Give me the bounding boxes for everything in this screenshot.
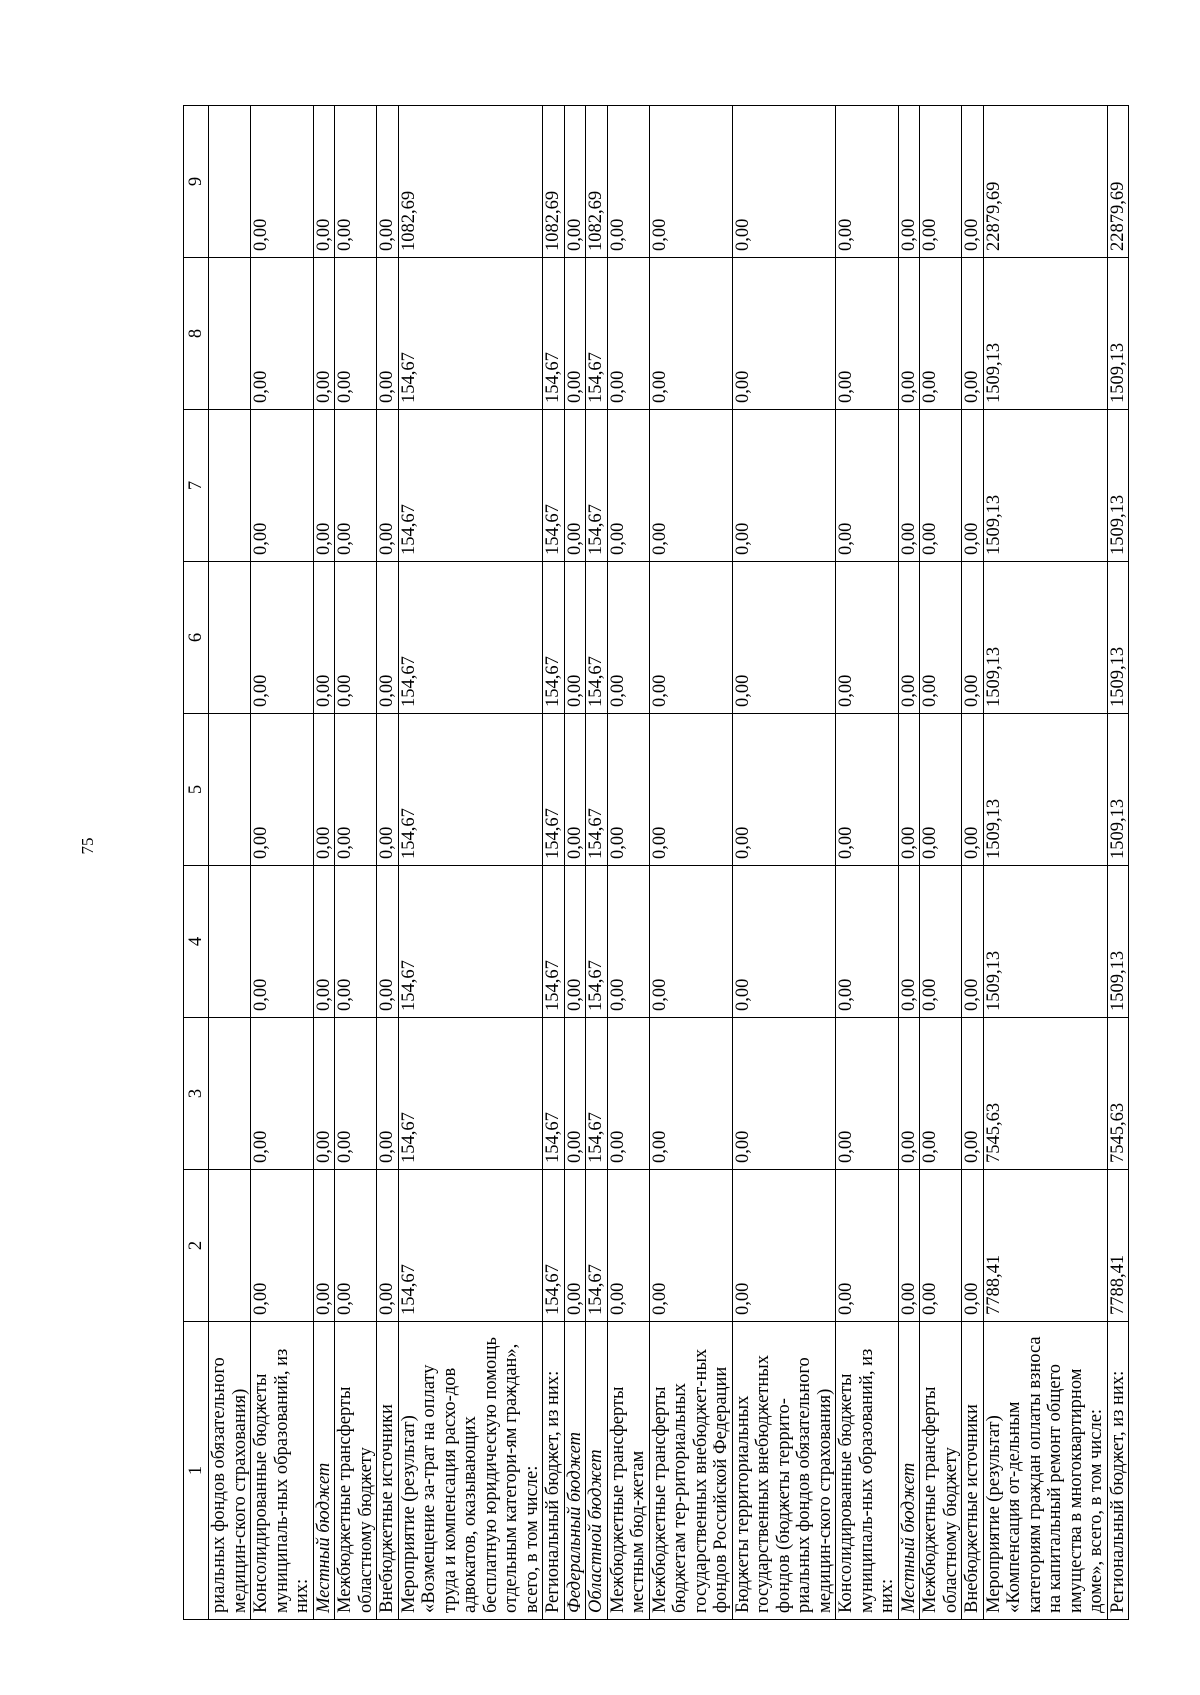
value-cell: 0,00 bbox=[313, 1018, 335, 1170]
value-cell: 0,00 bbox=[377, 714, 399, 866]
value-cell: 0,00 bbox=[335, 562, 377, 714]
table-row bbox=[586, 106, 608, 1620]
value-cell: 0,00 bbox=[251, 1170, 314, 1322]
value-cell: 0,00 bbox=[607, 562, 649, 714]
value-cell: 7545,63 bbox=[1107, 1018, 1129, 1170]
value-cell: 0,00 bbox=[377, 1018, 399, 1170]
value-cell: 0,00 bbox=[564, 1018, 586, 1170]
value-cell: 154,67 bbox=[586, 562, 608, 714]
value-cell: 0,00 bbox=[313, 562, 335, 714]
value-cell: 7788,41 bbox=[1107, 1170, 1129, 1322]
value-cell: 0,00 bbox=[920, 106, 962, 258]
value-cell: 0,00 bbox=[251, 562, 314, 714]
value-cell: 0,00 bbox=[564, 562, 586, 714]
value-cell: 0,00 bbox=[962, 1170, 984, 1322]
value-cell: 0,00 bbox=[836, 714, 899, 866]
value-cell: 0,00 bbox=[377, 258, 399, 410]
table-row bbox=[377, 106, 399, 1620]
value-cell: 0,00 bbox=[251, 258, 314, 410]
table-row bbox=[1107, 106, 1129, 1620]
table-row bbox=[543, 106, 565, 1620]
value-cell: 0,00 bbox=[732, 1170, 836, 1322]
value-cell: 0,00 bbox=[377, 1170, 399, 1322]
value-cell: 0,00 bbox=[335, 258, 377, 410]
value-cell: 154,67 bbox=[543, 258, 565, 410]
table-row bbox=[962, 106, 984, 1620]
value-cell: 0,00 bbox=[920, 714, 962, 866]
row-label: Внебюджетные источники bbox=[377, 1322, 399, 1620]
value-cell: 22879,69 bbox=[983, 106, 1107, 258]
value-cell bbox=[209, 258, 251, 410]
table-row bbox=[398, 106, 543, 1620]
value-cell: 1509,13 bbox=[983, 866, 1107, 1018]
row-label: Местный бюджет bbox=[313, 1322, 335, 1620]
value-cell: 0,00 bbox=[313, 866, 335, 1018]
value-cell: 1509,13 bbox=[1107, 562, 1129, 714]
value-cell: 7545,63 bbox=[983, 1018, 1107, 1170]
value-cell: 154,67 bbox=[586, 714, 608, 866]
value-cell: 0,00 bbox=[251, 106, 314, 258]
value-cell: 0,00 bbox=[649, 1170, 732, 1322]
value-cell: 0,00 bbox=[732, 866, 836, 1018]
value-cell: 0,00 bbox=[898, 1170, 920, 1322]
value-cell: 0,00 bbox=[335, 1018, 377, 1170]
value-cell: 0,00 bbox=[732, 714, 836, 866]
value-cell: 154,67 bbox=[398, 1018, 543, 1170]
value-cell: 0,00 bbox=[564, 410, 586, 562]
value-cell: 0,00 bbox=[607, 866, 649, 1018]
header-cell: 9 bbox=[184, 106, 209, 258]
value-cell: 1082,69 bbox=[586, 106, 608, 258]
header-cell: 1 bbox=[184, 1322, 209, 1620]
value-cell: 0,00 bbox=[335, 1170, 377, 1322]
table-row bbox=[564, 106, 586, 1620]
value-cell: 0,00 bbox=[564, 714, 586, 866]
value-cell: 0,00 bbox=[920, 258, 962, 410]
table-row bbox=[607, 106, 649, 1620]
value-cell: 154,67 bbox=[398, 562, 543, 714]
value-cell: 0,00 bbox=[377, 562, 399, 714]
value-cell: 1082,69 bbox=[398, 106, 543, 258]
row-label: Межбюджетные трансферты областному бюджету bbox=[335, 1322, 377, 1620]
value-cell: 0,00 bbox=[836, 866, 899, 1018]
value-cell: 1509,13 bbox=[1107, 258, 1129, 410]
value-cell: 7788,41 bbox=[983, 1170, 1107, 1322]
value-cell: 0,00 bbox=[962, 106, 984, 258]
value-cell: 0,00 bbox=[564, 106, 586, 258]
value-cell: 154,67 bbox=[398, 866, 543, 1018]
value-cell: 154,67 bbox=[586, 258, 608, 410]
value-cell bbox=[209, 562, 251, 714]
value-cell bbox=[209, 1018, 251, 1170]
value-cell: 0,00 bbox=[377, 410, 399, 562]
value-cell: 1509,13 bbox=[983, 562, 1107, 714]
value-cell: 0,00 bbox=[732, 562, 836, 714]
row-label: Бюджеты территориальных государственных внебюджетных фондов (бюджеты террито-риальных фондов обязательного медицин-ского страхования) bbox=[732, 1322, 836, 1620]
value-cell: 0,00 bbox=[335, 714, 377, 866]
value-cell: 154,67 bbox=[543, 410, 565, 562]
value-cell: 154,67 bbox=[398, 410, 543, 562]
value-cell: 0,00 bbox=[836, 106, 899, 258]
header-cell: 3 bbox=[184, 1018, 209, 1170]
value-cell: 0,00 bbox=[251, 410, 314, 562]
value-cell: 154,67 bbox=[586, 1170, 608, 1322]
rotated-page-content bbox=[183, 105, 1128, 1620]
row-label: Региональный бюджет, из них: bbox=[1107, 1322, 1129, 1620]
header-cell: 5 bbox=[184, 714, 209, 866]
value-cell: 0,00 bbox=[920, 866, 962, 1018]
value-cell: 0,00 bbox=[962, 1018, 984, 1170]
value-cell: 0,00 bbox=[313, 106, 335, 258]
value-cell: 0,00 bbox=[732, 258, 836, 410]
table-row bbox=[335, 106, 377, 1620]
value-cell: 0,00 bbox=[649, 106, 732, 258]
value-cell: 154,67 bbox=[543, 1018, 565, 1170]
table-row bbox=[649, 106, 732, 1620]
value-cell: 0,00 bbox=[836, 1018, 899, 1170]
value-cell: 0,00 bbox=[920, 562, 962, 714]
row-label: Межбюджетные трансферты бюджетам тер-риториальных государственных внебюджет-ных фондов Российской Федерации bbox=[649, 1322, 732, 1620]
value-cell: 154,67 bbox=[586, 1018, 608, 1170]
row-label: Межбюджетные трансферты местным бюд-жетам bbox=[607, 1322, 649, 1620]
value-cell: 0,00 bbox=[607, 714, 649, 866]
value-cell: 0,00 bbox=[607, 410, 649, 562]
row-label: Консолидированные бюджеты муниципаль-ных образований, из них: bbox=[251, 1322, 314, 1620]
value-cell: 0,00 bbox=[607, 1170, 649, 1322]
value-cell: 0,00 bbox=[335, 866, 377, 1018]
value-cell: 0,00 bbox=[377, 106, 399, 258]
value-cell: 1509,13 bbox=[983, 258, 1107, 410]
header-cell: 8 bbox=[184, 258, 209, 410]
row-label: Консолидированные бюджеты муниципаль-ных образований, из них: bbox=[836, 1322, 899, 1620]
value-cell: 0,00 bbox=[920, 1018, 962, 1170]
header-cell: 2 bbox=[184, 1170, 209, 1322]
value-cell: 0,00 bbox=[649, 562, 732, 714]
value-cell: 0,00 bbox=[836, 258, 899, 410]
value-cell: 0,00 bbox=[898, 562, 920, 714]
value-cell: 0,00 bbox=[836, 410, 899, 562]
value-cell: 0,00 bbox=[898, 106, 920, 258]
row-label: Федеральный бюджет bbox=[564, 1322, 586, 1620]
value-cell: 0,00 bbox=[649, 1018, 732, 1170]
table-row bbox=[898, 106, 920, 1620]
value-cell: 154,67 bbox=[543, 1170, 565, 1322]
header-cell: 7 bbox=[184, 410, 209, 562]
value-cell: 0,00 bbox=[898, 866, 920, 1018]
row-label: Мероприятие (результат) «Возмещение за-трат на оплату труда и компенсация расхо-дов адвокатов, оказывающих бесплатную юридическую помощь отдельным категори-ям граждан», всего, в том числе: bbox=[398, 1322, 543, 1620]
value-cell: 0,00 bbox=[962, 258, 984, 410]
value-cell: 0,00 bbox=[251, 714, 314, 866]
budget-table bbox=[183, 105, 1129, 1620]
value-cell: 154,67 bbox=[543, 866, 565, 1018]
table-row bbox=[251, 106, 314, 1620]
header-cell: 4 bbox=[184, 866, 209, 1018]
value-cell: 0,00 bbox=[607, 1018, 649, 1170]
table-row bbox=[732, 106, 836, 1620]
value-cell: 0,00 bbox=[251, 1018, 314, 1170]
value-cell: 22879,69 bbox=[1107, 106, 1129, 258]
value-cell: 0,00 bbox=[732, 410, 836, 562]
value-cell: 0,00 bbox=[898, 714, 920, 866]
value-cell: 154,67 bbox=[586, 866, 608, 1018]
value-cell: 154,67 bbox=[398, 258, 543, 410]
header-row bbox=[184, 106, 209, 1620]
page-number: 75 bbox=[78, 837, 97, 855]
header-cell: 6 bbox=[184, 562, 209, 714]
value-cell: 0,00 bbox=[313, 1170, 335, 1322]
table-row bbox=[983, 106, 1107, 1620]
value-cell: 1509,13 bbox=[1107, 410, 1129, 562]
value-cell: 154,67 bbox=[543, 562, 565, 714]
value-cell: 154,67 bbox=[398, 714, 543, 866]
value-cell: 0,00 bbox=[649, 866, 732, 1018]
value-cell: 0,00 bbox=[377, 866, 399, 1018]
row-label: Региональный бюджет, из них: bbox=[543, 1322, 565, 1620]
row-label: Внебюджетные источники bbox=[962, 1322, 984, 1620]
value-cell: 0,00 bbox=[898, 410, 920, 562]
value-cell: 0,00 bbox=[962, 714, 984, 866]
value-cell: 0,00 bbox=[962, 866, 984, 1018]
value-cell: 1509,13 bbox=[983, 714, 1107, 866]
value-cell: 1509,13 bbox=[983, 410, 1107, 562]
value-cell: 0,00 bbox=[313, 410, 335, 562]
value-cell: 0,00 bbox=[732, 1018, 836, 1170]
value-cell: 0,00 bbox=[920, 410, 962, 562]
value-cell: 0,00 bbox=[649, 714, 732, 866]
row-label: Межбюджетные трансферты областному бюджету bbox=[920, 1322, 962, 1620]
value-cell bbox=[209, 714, 251, 866]
table-row bbox=[209, 106, 251, 1620]
value-cell: 1509,13 bbox=[1107, 714, 1129, 866]
value-cell: 0,00 bbox=[564, 258, 586, 410]
value-cell: 0,00 bbox=[836, 562, 899, 714]
value-cell: 154,67 bbox=[543, 714, 565, 866]
value-cell: 0,00 bbox=[607, 106, 649, 258]
value-cell: 0,00 bbox=[564, 866, 586, 1018]
value-cell: 154,67 bbox=[586, 410, 608, 562]
value-cell: 1509,13 bbox=[1107, 866, 1129, 1018]
value-cell: 0,00 bbox=[335, 410, 377, 562]
value-cell: 0,00 bbox=[962, 562, 984, 714]
value-cell: 0,00 bbox=[649, 258, 732, 410]
value-cell bbox=[209, 410, 251, 562]
table-row bbox=[920, 106, 962, 1620]
value-cell: 0,00 bbox=[607, 258, 649, 410]
row-label: Местный бюджет bbox=[898, 1322, 920, 1620]
value-cell: 0,00 bbox=[335, 106, 377, 258]
value-cell: 0,00 bbox=[920, 1170, 962, 1322]
value-cell: 154,67 bbox=[398, 1170, 543, 1322]
value-cell: 0,00 bbox=[649, 410, 732, 562]
value-cell: 0,00 bbox=[564, 1170, 586, 1322]
value-cell: 0,00 bbox=[251, 866, 314, 1018]
row-label: Областной бюджет bbox=[586, 1322, 608, 1620]
value-cell: 0,00 bbox=[313, 714, 335, 866]
value-cell: 1082,69 bbox=[543, 106, 565, 258]
value-cell bbox=[209, 866, 251, 1018]
value-cell: 0,00 bbox=[313, 258, 335, 410]
row-label: риальных фондов обязательного медицин-ского страхования) bbox=[209, 1322, 251, 1620]
value-cell: 0,00 bbox=[962, 410, 984, 562]
value-cell: 0,00 bbox=[732, 106, 836, 258]
value-cell: 0,00 bbox=[898, 258, 920, 410]
value-cell: 0,00 bbox=[836, 1170, 899, 1322]
table-row bbox=[836, 106, 899, 1620]
value-cell bbox=[209, 1170, 251, 1322]
row-label: Мероприятие (результат) «Компенсация от-дельным категориям граждан оплаты взноса на капитальный ремонт общего имущества в многоквартирном доме», всего, в том числе: bbox=[983, 1322, 1107, 1620]
value-cell: 0,00 bbox=[898, 1018, 920, 1170]
value-cell bbox=[209, 106, 251, 258]
table-row bbox=[313, 106, 335, 1620]
